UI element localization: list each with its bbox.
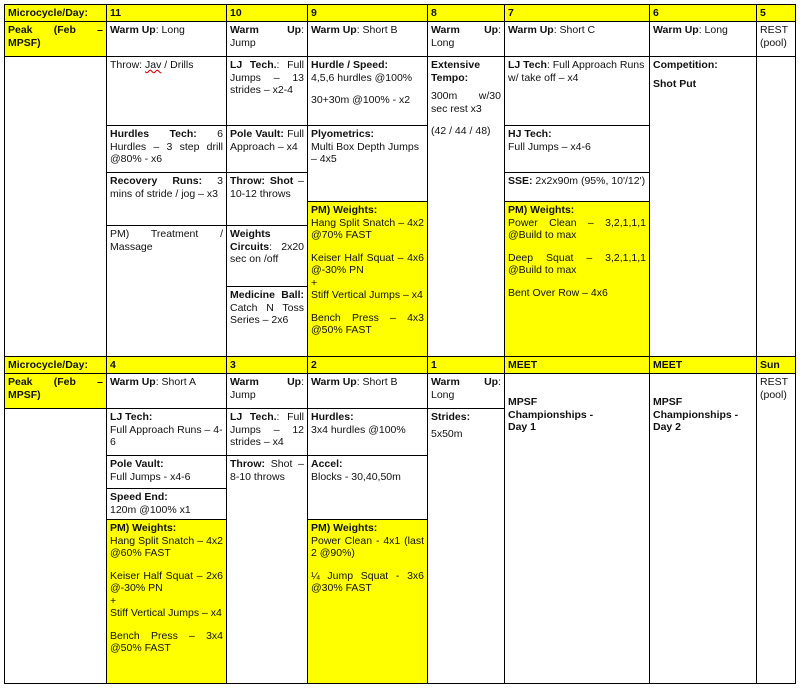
lj-text: : Full Jumps – 13 strides – x2-4 — [230, 59, 304, 96]
recovery-text: 3 mins of stride / jog – x3 — [110, 175, 223, 200]
hurdles-text: 3x4 hurdles @100% — [311, 423, 406, 436]
warmup-title: Warm Up — [230, 24, 302, 36]
day-number: 6 — [653, 7, 659, 19]
microcycle-table — [4, 4, 796, 684]
header-day-10 — [226, 4, 308, 22]
phase-word: (Feb — [53, 376, 76, 388]
warmup-text: : Long — [155, 24, 185, 36]
throw-title: Throw: Shot — [230, 175, 294, 187]
day4-pm-weights — [106, 519, 227, 684]
day7-warmup — [504, 21, 650, 57]
pm-item: Power Clean - 4x1 (last 2 @90%) — [311, 534, 424, 559]
lj-title: LJ Tech. — [230, 411, 277, 423]
warmup-text: : Long — [431, 376, 501, 401]
sun-rest — [756, 373, 796, 684]
meet-title: MPSF Championships - Day 1 — [508, 396, 594, 433]
header-day-1 — [427, 356, 505, 374]
day3-lj — [226, 408, 308, 456]
day-number: 2 — [311, 359, 317, 371]
hurdles-title: Hurdles Tech: — [110, 128, 197, 140]
day9-pm-weights — [307, 201, 428, 357]
day10-warmup — [226, 21, 308, 57]
speed-text: 120m @100% x1 — [110, 503, 191, 516]
header-day-9 — [307, 4, 428, 22]
header-microcycle-label — [4, 4, 107, 22]
day2-warmup — [307, 373, 428, 409]
day3-warmup — [226, 373, 308, 409]
hurdle-title: Hurdle / Speed: — [311, 59, 389, 71]
warmup-title: Warm Up — [431, 376, 499, 388]
header-meet-1 — [504, 356, 650, 374]
accel-title: Accel: — [311, 458, 343, 470]
day2-accel — [307, 455, 428, 520]
day-number: 11 — [110, 7, 122, 19]
accel-text: Blocks - 30,40,50m — [311, 470, 401, 483]
warmup-title: Warm Up — [110, 24, 156, 36]
hurdles-title: Hurdles: — [311, 411, 354, 423]
warmup-text: : Short B — [356, 376, 398, 388]
lj-title: LJ Tech. — [230, 59, 277, 71]
phase-word: MPSF) — [8, 36, 41, 49]
pm-item: Hang Split Snatch – 4x2 @70% FAST — [311, 216, 424, 241]
pm-title: PM) Weights: — [110, 522, 177, 534]
day-number: 4 — [110, 359, 116, 371]
pv-title: Pole Vault: — [110, 458, 164, 470]
pm-item: Power Clean – 3,2,1,1,1 @Build to max — [508, 216, 646, 241]
day7-sse — [504, 172, 650, 202]
day5-rest — [756, 21, 796, 57]
day4-warmup — [106, 373, 227, 409]
hurdles-text: 6 Hurdles – 3 step drill @80% - x6 — [110, 128, 223, 165]
warmup-text: : Short B — [356, 24, 398, 36]
day9-warmup — [307, 21, 428, 57]
day10-throw — [226, 172, 308, 226]
day1-strides — [427, 408, 505, 684]
day-number: MEET — [508, 359, 538, 371]
warmup-text: : Short A — [155, 376, 196, 388]
day4-pole-vault — [106, 455, 227, 489]
day8-tempo — [427, 56, 505, 357]
pm-title: PM) Weights: — [311, 522, 378, 534]
warmup-text: : Long — [431, 24, 501, 49]
day-number: 5 — [760, 7, 766, 19]
sse-text: 2x2x90m (95%, 10'/12') — [532, 175, 646, 187]
weights-text: : 2x20 sec on /off — [230, 240, 304, 265]
day-number: 10 — [230, 7, 242, 19]
rest-text: REST (pool) — [760, 376, 788, 401]
day4-speed-end — [106, 488, 227, 520]
day-number: Sun — [760, 359, 780, 371]
phase-empty-week1 — [4, 56, 107, 357]
speed-title: Speed End: — [110, 491, 168, 503]
meet-title: MPSF Championships - Day 2 — [653, 396, 739, 433]
day10-medicine-ball — [226, 286, 308, 357]
header-day-6 — [649, 4, 757, 22]
pm-item: Stiff Vertical Jumps – x4 — [110, 607, 222, 619]
day6-warmup — [649, 21, 757, 57]
throw-text: – 10-12 throws — [230, 175, 304, 200]
warmup-text: : Long — [698, 24, 728, 36]
plyo-text: Multi Box Depth Jumps – 4x5 — [311, 140, 419, 165]
header-sun — [756, 356, 796, 374]
phase-word: MPSF) — [8, 388, 41, 401]
day10-pole-vault — [226, 125, 308, 173]
header-day-3 — [226, 356, 308, 374]
day4-lj — [106, 408, 227, 456]
day9-hurdle-speed — [307, 56, 428, 126]
header-day-8 — [427, 4, 505, 22]
meet1-championships — [504, 373, 650, 684]
phase-label-week1 — [4, 21, 107, 57]
lj-text: : Full Approach Runs w/ take off – x4 — [508, 59, 645, 84]
throw-rest: / Drills — [161, 59, 194, 71]
pm-item: Hang Split Snatch – 4x2 @60% FAST — [110, 534, 223, 559]
day2-pm-weights — [307, 519, 428, 684]
lj-title: LJ Tech: — [110, 411, 153, 423]
phase-word: Peak — [8, 376, 33, 388]
pm-title: PM) Weights: — [311, 204, 378, 216]
day11-recovery — [106, 172, 227, 226]
pm-item: Bent Over Row – 4x6 — [508, 286, 608, 299]
pm-title: PM) Weights: — [508, 204, 575, 216]
day5-empty — [756, 56, 796, 357]
header-microcycle-label-week2 — [4, 356, 107, 374]
day7-lj — [504, 56, 650, 126]
pm-item: Keiser Half Squat – 2x6 @-30% PN — [110, 569, 223, 594]
warmup-title: Warm Up — [311, 376, 357, 388]
tempo-times: (42 / 44 / 48) — [431, 125, 491, 137]
pm-text: PM) Treatment / Massage — [110, 228, 223, 253]
day10-lj — [226, 56, 308, 126]
day-number: 1 — [431, 359, 437, 371]
phase-word: – — [97, 376, 103, 388]
phase-empty-week2 — [4, 408, 107, 684]
rest-text: REST (pool) — [760, 24, 788, 49]
day11-warmup — [106, 21, 227, 57]
day7-pm-weights — [504, 201, 650, 357]
strides-title: Strides: — [431, 411, 471, 423]
med-text: Catch N Toss Series – 2x6 — [230, 301, 304, 326]
warmup-title: Warm Up — [110, 376, 156, 388]
lj-text: : Full Jumps – 12 strides – x4 — [230, 411, 304, 448]
header-day-5 — [756, 4, 796, 22]
day7-hj — [504, 125, 650, 173]
warmup-title: Warm Up — [653, 24, 699, 36]
warmup-text: : Short C — [553, 24, 596, 36]
warmup-title: Warm Up — [311, 24, 357, 36]
hurdle-line: 30+30m @100% - x2 — [311, 94, 411, 106]
pm-item: Deep Squat – 3,2,1,1,1 @Build to max — [508, 251, 646, 276]
throw-text: Shot – 8-10 throws — [230, 458, 304, 483]
warmup-title: Warm Up — [230, 376, 302, 388]
lj-text: Full Approach Runs – 4-6 — [110, 423, 223, 448]
day-number: 8 — [431, 7, 437, 19]
meet2-championships — [649, 373, 757, 684]
day1-warmup — [427, 373, 505, 409]
day11-throw — [106, 56, 227, 126]
phase-word: – — [97, 24, 103, 36]
med-title: Medicine Ball: — [230, 289, 304, 301]
day-number: 3 — [230, 359, 236, 371]
phase-label-week2 — [4, 373, 107, 409]
weights-title: Weights Circuits — [230, 228, 271, 253]
lj-title: LJ Tech — [508, 59, 547, 71]
pm-item: + — [311, 276, 318, 289]
phase-word: Peak — [8, 24, 33, 36]
comp-title: Competition: — [653, 59, 718, 71]
header-day-4 — [106, 356, 227, 374]
day8-warmup — [427, 21, 505, 57]
warmup-text: : Jump — [230, 376, 304, 401]
hj-text: Full Jumps – x4-6 — [508, 140, 591, 153]
header-day-11 — [106, 4, 227, 22]
day9-plyometrics — [307, 125, 428, 202]
day-number: MEET — [653, 359, 683, 371]
pv-title: Pole Vault: — [230, 128, 284, 140]
hj-title: HJ Tech: — [508, 128, 552, 140]
header-day-2 — [307, 356, 428, 374]
hurdle-line: 4,5,6 hurdles @100% — [311, 71, 413, 84]
header-label-text: Microcycle/Day: — [8, 359, 88, 371]
plyo-title: Plyometrics: — [311, 128, 375, 140]
pv-text: Full Jumps - x4-6 — [110, 470, 191, 483]
warmup-title: Warm Up — [431, 24, 499, 36]
throw-jav: Jav — [145, 59, 162, 71]
day-number: 7 — [508, 7, 514, 19]
header-meet-2 — [649, 356, 757, 374]
day10-weights — [226, 225, 308, 287]
pm-item: + — [110, 594, 117, 607]
warmup-text: : Jump — [230, 24, 304, 49]
strides-text: 5x50m — [431, 427, 463, 440]
day11-pm — [106, 225, 227, 357]
day11-hurdles — [106, 125, 227, 173]
day2-hurdles — [307, 408, 428, 456]
throw-text: Throw: — [110, 59, 146, 71]
pm-item: Stiff Vertical Jumps – x4 — [311, 289, 423, 301]
recovery-title: Recovery Runs: — [110, 175, 203, 187]
pm-item: Keiser Half Squat – 4x6 @-30% PN — [311, 251, 424, 276]
pv-text: Full Approach – x4 — [230, 128, 304, 153]
tempo-text: 300m w/30 sec rest x3 — [431, 90, 501, 115]
pm-item: ¼ Jump Squat - 3x6 @30% FAST — [311, 569, 424, 594]
pm-item: Bench Press – 3x4 @50% FAST — [110, 629, 223, 654]
pm-item: Bench Press – 4x3 @50% FAST — [311, 311, 424, 336]
day-number: 9 — [311, 7, 317, 19]
tempo-title: Extensive Tempo: — [431, 59, 481, 84]
sse-title: SSE: — [508, 175, 533, 187]
throw-title: Throw: — [230, 458, 265, 470]
comp-text: Shot Put — [653, 77, 697, 90]
warmup-title: Warm Up — [508, 24, 554, 36]
header-day-7 — [504, 4, 650, 22]
day3-throw — [226, 455, 308, 684]
day6-competition — [649, 56, 757, 357]
phase-word: (Feb — [53, 24, 76, 36]
header-label-text: Microcycle/Day: — [8, 7, 88, 19]
